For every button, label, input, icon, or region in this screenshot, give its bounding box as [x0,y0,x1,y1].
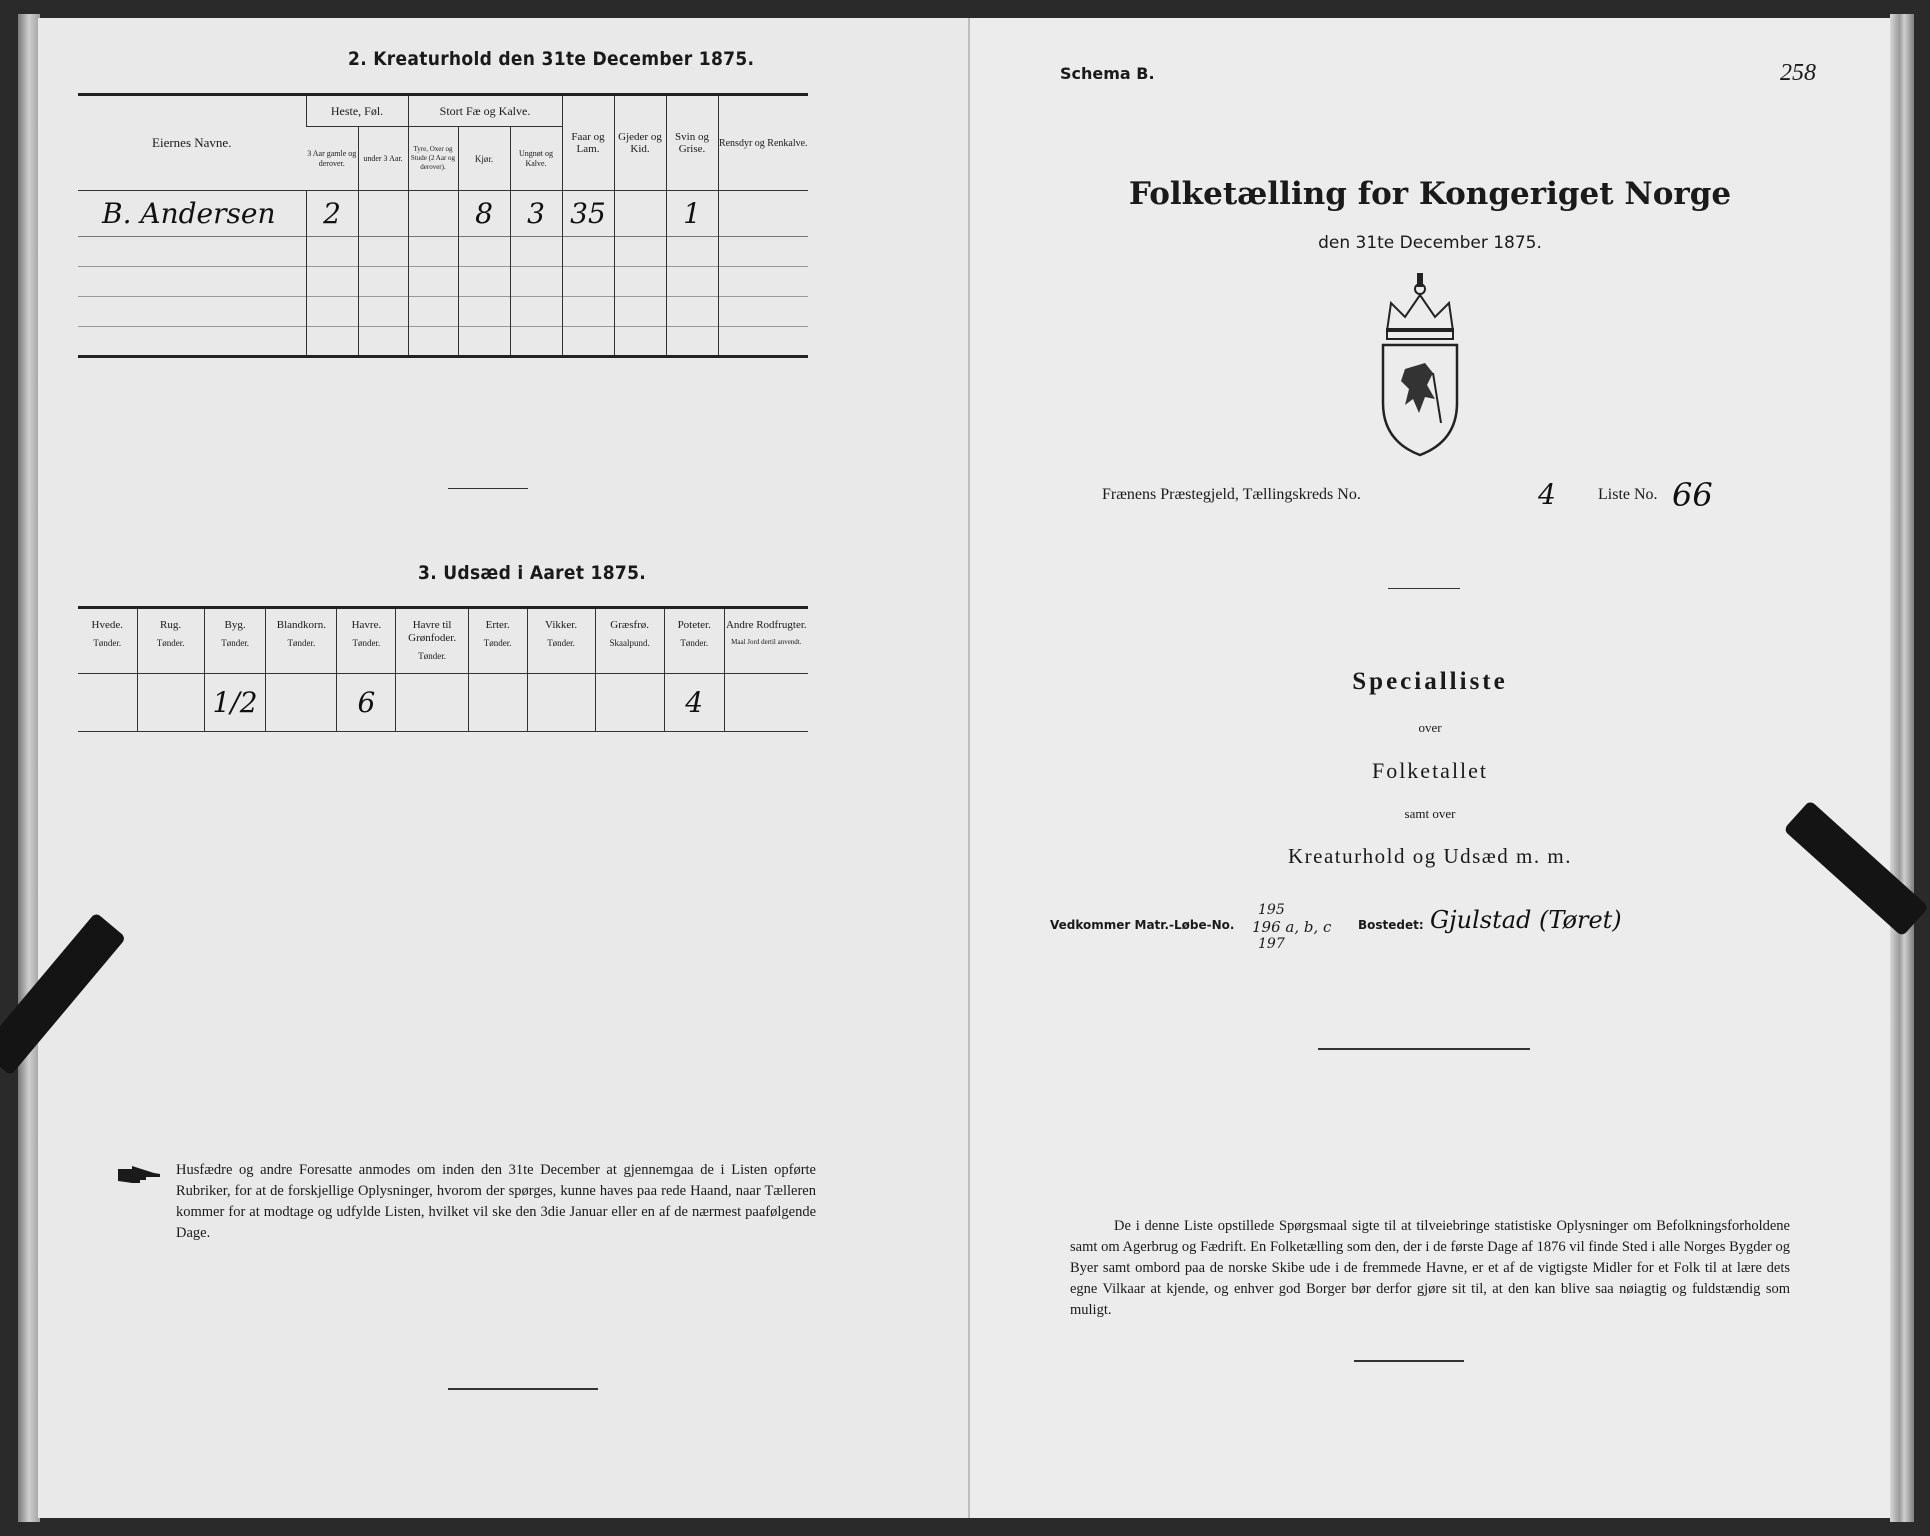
seed-crop-label: Havre til Grønfoder. [408,619,457,644]
bosted-value: Gjulstad (Tøret) [1430,906,1622,934]
seed-table [78,606,808,732]
seed-value: 1/2 [204,674,266,732]
specialliste-heading: Specialliste [1352,668,1508,695]
seed-value [724,674,808,732]
matr-label: Vedkommer Matr.-Løbe-No. [1050,918,1235,932]
reindeer-value [718,191,808,237]
seed-header [204,608,266,674]
seed-value [468,674,527,732]
pointing-hand-icon [116,1164,162,1186]
seed-header [137,608,204,674]
empty-row [78,327,808,357]
seed-crop-label: Rug. [160,619,182,631]
district-number: 4 [1538,478,1556,511]
seed-unit-label: Tønder. [352,638,381,648]
seed-unit-label: Tønder. [547,638,575,648]
seed-value [527,674,595,732]
section3-title: 3. Udsæd i Aaret 1875. [418,562,647,584]
seed-value [78,674,137,732]
section2-title: 2. Kreaturhold den 31te December 1875. [348,48,755,70]
right-page [970,18,1890,1518]
pigs-value: 1 [666,191,718,237]
cows-value: 8 [458,191,510,237]
seed-header [724,608,808,674]
livestock-table [78,93,808,358]
sheep-header: Faar og Lam. [562,95,614,191]
empty-row [78,267,808,297]
seed-header [337,608,396,674]
seed-value [396,674,468,732]
seed-value [137,674,204,732]
seed-header [468,608,527,674]
horses-young-header: under 3 Aar. [358,127,408,191]
seed-unit-label: Tønder. [221,638,249,648]
bosted-label: Bostedet: [1358,918,1424,932]
seed-crop-label: Byg. [224,619,246,631]
horses-old-value: 2 [306,191,358,237]
bulls-value [408,191,458,237]
cows-header: Kjør. [458,127,510,191]
coat-of-arms-emblem [1375,273,1465,463]
seed-unit-label: Tønder. [156,638,185,648]
seed-unit-label: Tønder. [93,638,122,648]
right-footnote: De i denne Liste opstillede Spørgsmaal sigte til at tilveiebringe statistiske Oplysninger om Befolkningsforholdene samt om Agerbrug og Fædrift. En Folketælling som den, der i de første Dage af 1876 vil finde Sted i alle Norges Bygder og Byer samt ombord paa de norske Skibe ude i de fremmede Havne, er et af de vigtigste Midler for et Folk til at lære dets egne Vilkaar at kjende, og enhver god Borger bør derfor gjøre sit til, at den kan blive saa nøiagtig og fuldstændig som muligt. [1070,1218,1790,1318]
seed-header [595,608,664,674]
owner-name: B. Andersen [102,197,276,230]
young-cattle-header: Ungnøt og Kalve. [510,127,562,191]
over-label: over [1418,720,1442,735]
page-number: 258 [1780,60,1816,86]
seed-crop-label: Poteter. [677,619,711,631]
reindeer-header: Rensdyr og Renkalve. [718,95,808,191]
divider [1388,588,1460,589]
goats-header: Gjeder og Kid. [614,95,666,191]
cattle-group-header: Stort Fæ og Kalve. [408,95,562,127]
matr-value-top: 195 [1258,902,1285,918]
seed-unit-label: Skaalpund. [609,638,650,648]
page-title: Folketælling for Kongeriget Norge [1128,176,1732,212]
kreaturhold-heading: Kreaturhold og Udsæd m. m. [1288,844,1572,868]
seed-crop-label: Havre. [351,619,382,631]
seed-value: 6 [337,674,396,732]
seed-header [396,608,468,674]
seed-header [527,608,595,674]
seed-crop-label: Hvede. [91,619,123,631]
divider [448,488,528,489]
pigs-header: Svin og Grise. [666,95,718,191]
book-edge-left [18,14,40,1522]
seed-unit-label: Tønder. [418,651,446,661]
empty-row [78,237,808,267]
samt-over-label: samt over [1404,806,1456,821]
seed-value [266,674,337,732]
empty-row [78,297,808,327]
seed-crop-label: Andre Rodfrugter. [725,619,807,631]
divider [448,1388,598,1390]
seed-unit-label: Tønder. [287,638,316,648]
seed-crop-label: Erter. [485,619,510,631]
owner-header: Eiernes Navne. [78,95,306,191]
matr-value-mid: 196 a, b, c [1252,918,1332,936]
seed-value: 4 [664,674,724,732]
divider [1354,1360,1464,1362]
seed-header [78,608,137,674]
seed-crop-label: Blandkorn. [276,619,326,631]
parish-label: Frænens Præstegjeld, Tællingskreds No. [1102,486,1361,503]
horses-young-value [358,191,408,237]
horses-group-header: Heste, Føl. [306,95,408,127]
goats-value [614,191,666,237]
horses-old-header: 3 Aar gamle og derover. [307,148,357,168]
schema-label: Schema B. [1060,64,1155,83]
book-edge-right [1890,14,1914,1522]
left-page [38,18,970,1518]
folketallet-heading: Folketallet [1371,758,1489,783]
young-cattle-value: 3 [510,191,562,237]
left-footnote: Husfædre og andre Foresatte anmodes om inden den 31te December at gjennemgaa de i Listen opførte Rubriker, for at de forskjellige Oplysninger, hvorom der spørges, kunne haves paa rede Haand, naar Tælleren kommer for at modtage og udfylde Listen, hvilket vil ske den 3die Januar eller en af de nærmest paafølgende Dage. [176,1162,816,1241]
sheep-value: 35 [562,191,614,237]
seed-value [595,674,664,732]
divider [1318,1048,1530,1050]
seed-crop-label: Græsfrø. [610,619,650,631]
bulls-header: Tyre, Oxer og Stude (2 Aar og derover). [408,127,458,191]
seed-crop-label: Vikker. [545,619,578,631]
livestock-row [78,191,808,237]
seed-unit-label: Maal Jord dertil anvendt. [731,638,802,646]
list-label: Liste No. [1598,486,1658,503]
seed-header [266,608,337,674]
page-subtitle: den 31te December 1875. [1318,233,1542,253]
seed-unit-label: Tønder. [483,638,512,648]
seed-header [664,608,724,674]
list-number: 66 [1672,476,1713,514]
seed-unit-label: Tønder. [680,638,709,648]
matr-value-bottom: 197 [1258,936,1285,952]
